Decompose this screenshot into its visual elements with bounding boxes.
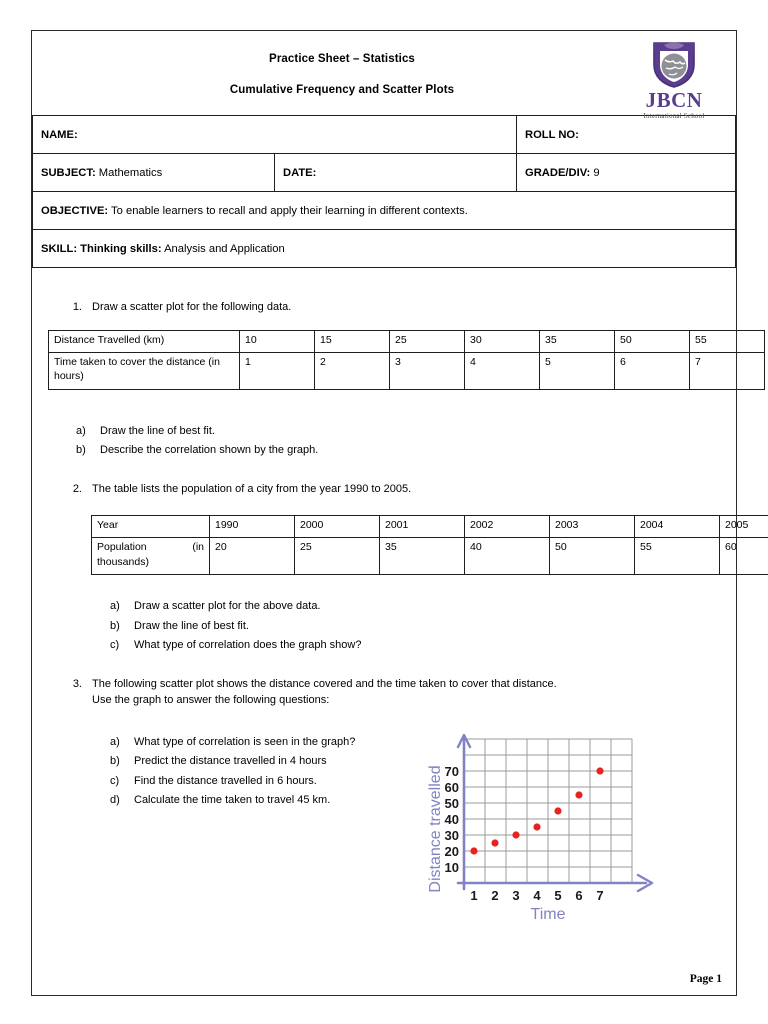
table-cell: 2 <box>315 352 390 389</box>
table-cell: 55 <box>690 330 765 352</box>
subject-value: Mathematics <box>95 166 163 179</box>
x-tick-2: 2 <box>491 888 499 903</box>
q1-row2-label: Time taken to cover the distance (in hours) <box>49 352 240 389</box>
table-cell: 10 <box>240 330 315 352</box>
grade-label: GRADE/DIV: <box>525 166 591 179</box>
list-item <box>110 791 410 810</box>
info-row-skill <box>33 230 736 268</box>
table-cell: 50 <box>550 538 635 575</box>
y-tick-50: 50 <box>444 796 459 811</box>
table-cell: 30 <box>465 330 540 352</box>
table-cell: 40 <box>465 538 550 575</box>
table-cell: 20 <box>210 538 295 575</box>
q1-number: 1. <box>72 301 82 313</box>
x-tick-4: 4 <box>533 888 541 903</box>
skill-value: Analysis and Application <box>161 242 285 255</box>
table-row <box>92 538 768 575</box>
x-tick-7: 7 <box>596 888 604 903</box>
table-cell: 2004 <box>635 516 720 538</box>
y-tick-20: 20 <box>444 844 459 859</box>
q2-sub-b-text: Draw the line of best fit. <box>134 619 249 632</box>
scatter-plot-svg <box>424 725 664 925</box>
table-cell: 2002 <box>465 516 550 538</box>
roll-label: ROLL NO: <box>525 128 579 141</box>
subject-label: SUBJECT: <box>41 166 96 179</box>
table-cell: 55 <box>635 538 720 575</box>
table-cell: 25 <box>390 330 465 352</box>
objective-label: OBJECTIVE: <box>41 204 109 217</box>
logo-subtitle: International School <box>643 112 705 120</box>
table-cell: 5 <box>540 352 615 389</box>
logo-wordmark: JBCN <box>645 88 703 112</box>
q3-number: 3. <box>72 678 82 691</box>
table-cell: 7 <box>690 352 765 389</box>
q3-prompt-line-1: The following scatter plot shows the distance covered and the time taken to cover that distance. <box>92 678 557 691</box>
x-tick-5: 5 <box>554 888 562 903</box>
data-point <box>554 807 561 814</box>
q2-sub-c-text: What type of correlation does the graph show? <box>134 638 362 651</box>
chart-axis-arrows <box>458 735 652 891</box>
y-tick-10: 10 <box>444 860 459 875</box>
date-cell[interactable] <box>275 154 517 192</box>
chart-y-axis-label: Distance travelled <box>427 765 444 893</box>
table-row <box>92 516 768 538</box>
q3-sub-a-letter: a) <box>110 736 120 748</box>
q1-sub-b-text: Describe the correlation shown by the graph. <box>100 444 319 457</box>
q2-data-table <box>91 515 768 575</box>
table-cell: 3 <box>390 352 465 389</box>
data-point <box>575 791 582 798</box>
grade-value: 9 <box>590 166 600 179</box>
skill-cell <box>33 230 736 268</box>
y-tick-30: 30 <box>444 828 459 843</box>
shield-icon <box>626 39 722 89</box>
list-item <box>76 422 736 441</box>
table-cell: 50 <box>615 330 690 352</box>
q2-sub-a-text: Draw a scatter plot for the above data. <box>134 600 321 613</box>
question-1 <box>66 300 736 316</box>
q3-sub-d-letter: d) <box>110 793 120 806</box>
table-cell: 1 <box>240 352 315 389</box>
skill-bold-text: Thinking skills: <box>77 242 162 255</box>
subject-cell[interactable] <box>33 154 275 192</box>
q3-sub-questions <box>110 733 410 810</box>
q1-sub-a-letter: a) <box>76 424 86 437</box>
document-header <box>32 31 736 120</box>
chart-axes <box>458 737 646 889</box>
table-cell: 35 <box>380 538 465 575</box>
chart-data-points <box>470 767 603 854</box>
q2-prompt: The table lists the population of a city from the year 1990 to 2005. <box>92 483 412 496</box>
chart-x-tick-labels <box>470 888 603 903</box>
question-2 <box>66 482 736 498</box>
table-cell: 15 <box>315 330 390 352</box>
list-item <box>110 733 410 752</box>
x-tick-1: 1 <box>470 888 478 903</box>
q2-sub-questions <box>110 597 736 655</box>
q2-row1-label: Year <box>92 516 210 538</box>
table-row <box>49 352 765 389</box>
school-logo <box>626 39 722 120</box>
list-item <box>110 772 410 791</box>
q1-data-table <box>48 330 765 390</box>
q2-number: 2. <box>72 483 82 496</box>
table-cell: 6 <box>615 352 690 389</box>
chart-gridlines <box>464 739 632 883</box>
q3-prompt <box>92 677 736 709</box>
date-label: DATE: <box>283 166 317 179</box>
data-point <box>491 839 498 846</box>
worksheet-page <box>31 30 749 996</box>
objective-cell <box>33 192 736 230</box>
q2-sub-c-letter: c) <box>110 638 120 651</box>
q3-section <box>32 733 736 923</box>
data-point <box>533 823 540 830</box>
q2-row2-label: Population (in thousands) <box>92 538 210 575</box>
x-tick-3: 3 <box>512 888 520 903</box>
q1-sub-b-letter: b) <box>76 444 86 457</box>
data-point <box>470 847 477 854</box>
table-cell: 1990 <box>210 516 295 538</box>
data-point <box>512 831 519 838</box>
info-row-name <box>33 116 736 154</box>
header-titles <box>32 53 652 96</box>
chart-y-tick-labels <box>445 764 459 875</box>
q3-sub-c-text: Find the distance travelled in 6 hours. <box>134 774 317 787</box>
y-tick-70: 70 <box>444 764 459 779</box>
list-item <box>76 441 736 460</box>
table-cell: 2000 <box>295 516 380 538</box>
y-tick-60: 60 <box>444 780 459 795</box>
name-label: NAME: <box>41 128 78 141</box>
page-title: Practice Sheet – Statistics <box>269 53 415 65</box>
list-item <box>110 752 410 771</box>
list-item <box>110 636 736 655</box>
q3-prompt-line-2: Use the graph to answer the following questions: <box>92 694 330 707</box>
scatter-plot-chart <box>424 725 664 925</box>
q3-sub-d-text: Calculate the time taken to travel 45 km. <box>134 793 331 806</box>
table-row <box>49 330 765 352</box>
q1-sub-questions <box>76 422 736 461</box>
table-cell: 25 <box>295 538 380 575</box>
page-number-footer: Page 1 <box>689 973 722 985</box>
page-subtitle: Cumulative Frequency and Scatter Plots <box>229 84 455 96</box>
q3-sub-b-text: Predict the distance travelled in 4 hours <box>134 755 327 768</box>
info-row-objective <box>33 192 736 230</box>
table-cell: 35 <box>540 330 615 352</box>
objective-value: To enable learners to recall and apply their learning in different contexts. <box>108 204 468 217</box>
table-cell: 60 <box>720 538 768 575</box>
list-item <box>110 597 736 616</box>
student-info-table <box>32 115 736 268</box>
q2-sub-a-letter: a) <box>110 600 120 613</box>
q2-sub-b-letter: b) <box>110 619 120 632</box>
chart-x-axis-label: Time <box>530 906 566 923</box>
name-cell[interactable] <box>33 116 517 154</box>
roll-cell[interactable] <box>517 116 736 154</box>
table-cell: 2001 <box>380 516 465 538</box>
table-cell: 2003 <box>550 516 635 538</box>
q1-prompt: Draw a scatter plot for the following data. <box>92 301 292 313</box>
table-cell: 4 <box>465 352 540 389</box>
q3-sub-c-letter: c) <box>110 774 120 787</box>
worksheet-body <box>32 300 749 923</box>
q1-sub-a-text: Draw the line of best fit. <box>100 424 215 437</box>
q3-sub-b-letter: b) <box>110 755 120 768</box>
data-point <box>596 767 603 774</box>
grade-cell[interactable] <box>517 154 736 192</box>
q3-sub-a-text: What type of correlation is seen in the graph? <box>134 736 356 748</box>
question-3 <box>66 677 736 709</box>
list-item <box>110 617 736 636</box>
info-row-subject <box>33 154 736 192</box>
y-tick-40: 40 <box>444 812 459 827</box>
x-tick-6: 6 <box>575 888 583 903</box>
table-cell: 2005 <box>720 516 768 538</box>
q1-row1-label: Distance Travelled (km) <box>49 330 240 352</box>
skill-label: SKILL: <box>41 242 78 255</box>
